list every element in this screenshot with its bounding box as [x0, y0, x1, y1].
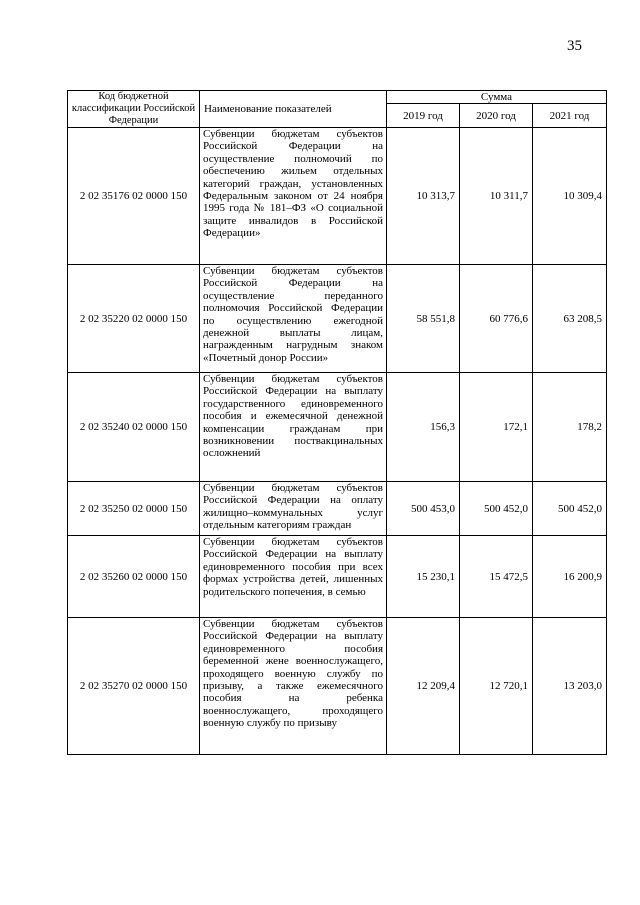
row-value-2019: 58 551,8	[387, 265, 460, 373]
table-row	[68, 482, 607, 536]
row-name: Субвенции бюджетам субъектов Российской Федерации на выплату единовременного пособия беременной жене военнослужащего, проходящего военную службу по призыву, а также ежемесячного пособия на ребенка военнослужащего, проходящего военную службу по призыву	[200, 618, 387, 755]
row-name: Субвенции бюджетам субъектов Российской Федерации на выплату государственного единовременного пособия и ежемесячной денежной компенсации гражданам при возникновении поствакцинальных осложнений	[200, 373, 387, 482]
row-value-2020: 500 452,0	[460, 482, 533, 536]
table-row	[68, 128, 607, 265]
row-value-2019: 12 209,4	[387, 618, 460, 755]
row-code: 2 02 35250 02 0000 150	[68, 482, 200, 536]
row-code: 2 02 35220 02 0000 150	[68, 265, 200, 373]
header-year-2021: 2021 год	[533, 104, 607, 128]
row-code: 2 02 35260 02 0000 150	[68, 536, 200, 618]
header-year-2020: 2020 год	[460, 104, 533, 128]
row-value-2020: 12 720,1	[460, 618, 533, 755]
row-value-2020: 15 472,5	[460, 536, 533, 618]
budget-table	[67, 90, 607, 755]
header-year-2019: 2019 год	[387, 104, 460, 128]
row-value-2019: 500 453,0	[387, 482, 460, 536]
table-row	[68, 536, 607, 618]
row-name: Субвенции бюджетам субъектов Российской Федерации на осуществление полномочий по обеспечению жильем отдельных категорий граждан, установленных Федеральным законом от 24 ноября 1995 года № 181–ФЗ «О социальной защите инвалидов в Российской Федерации»	[200, 128, 387, 265]
header-code: Код бюджетной классификации Российской Федерации	[68, 91, 200, 128]
row-name: Субвенции бюджетам субъектов Российской Федерации на оплату жилищно–коммунальных услуг отдельным категориям граждан	[200, 482, 387, 536]
row-value-2021: 16 200,9	[533, 536, 607, 618]
row-value-2019: 156,3	[387, 373, 460, 482]
row-value-2019: 15 230,1	[387, 536, 460, 618]
table-header-row	[68, 91, 607, 104]
header-name: Наименование показателей	[200, 91, 387, 128]
row-code: 2 02 35176 02 0000 150	[68, 128, 200, 265]
page-number: 35	[567, 38, 582, 54]
row-value-2021: 13 203,0	[533, 618, 607, 755]
row-value-2020: 172,1	[460, 373, 533, 482]
row-code: 2 02 35240 02 0000 150	[68, 373, 200, 482]
row-value-2021: 500 452,0	[533, 482, 607, 536]
row-value-2020: 10 311,7	[460, 128, 533, 265]
row-value-2021: 63 208,5	[533, 265, 607, 373]
row-code: 2 02 35270 02 0000 150	[68, 618, 200, 755]
row-name: Субвенции бюджетам субъектов Российской Федерации на осуществление переданного полномочия Российской Федерации по осуществлению ежегодной денежной выплаты лицам, награжденным нагрудным знаком «Почетный донор России»	[200, 265, 387, 373]
table-row	[68, 373, 607, 482]
table-row	[68, 618, 607, 755]
table-row	[68, 265, 607, 373]
header-sum: Сумма	[387, 91, 607, 104]
row-value-2019: 10 313,7	[387, 128, 460, 265]
row-value-2021: 178,2	[533, 373, 607, 482]
row-value-2021: 10 309,4	[533, 128, 607, 265]
row-value-2020: 60 776,6	[460, 265, 533, 373]
row-name: Субвенции бюджетам субъектов Российской Федерации на выплату единовременного пособия при всех формах устройства детей, лишенных родительского попечения, в семью	[200, 536, 387, 618]
